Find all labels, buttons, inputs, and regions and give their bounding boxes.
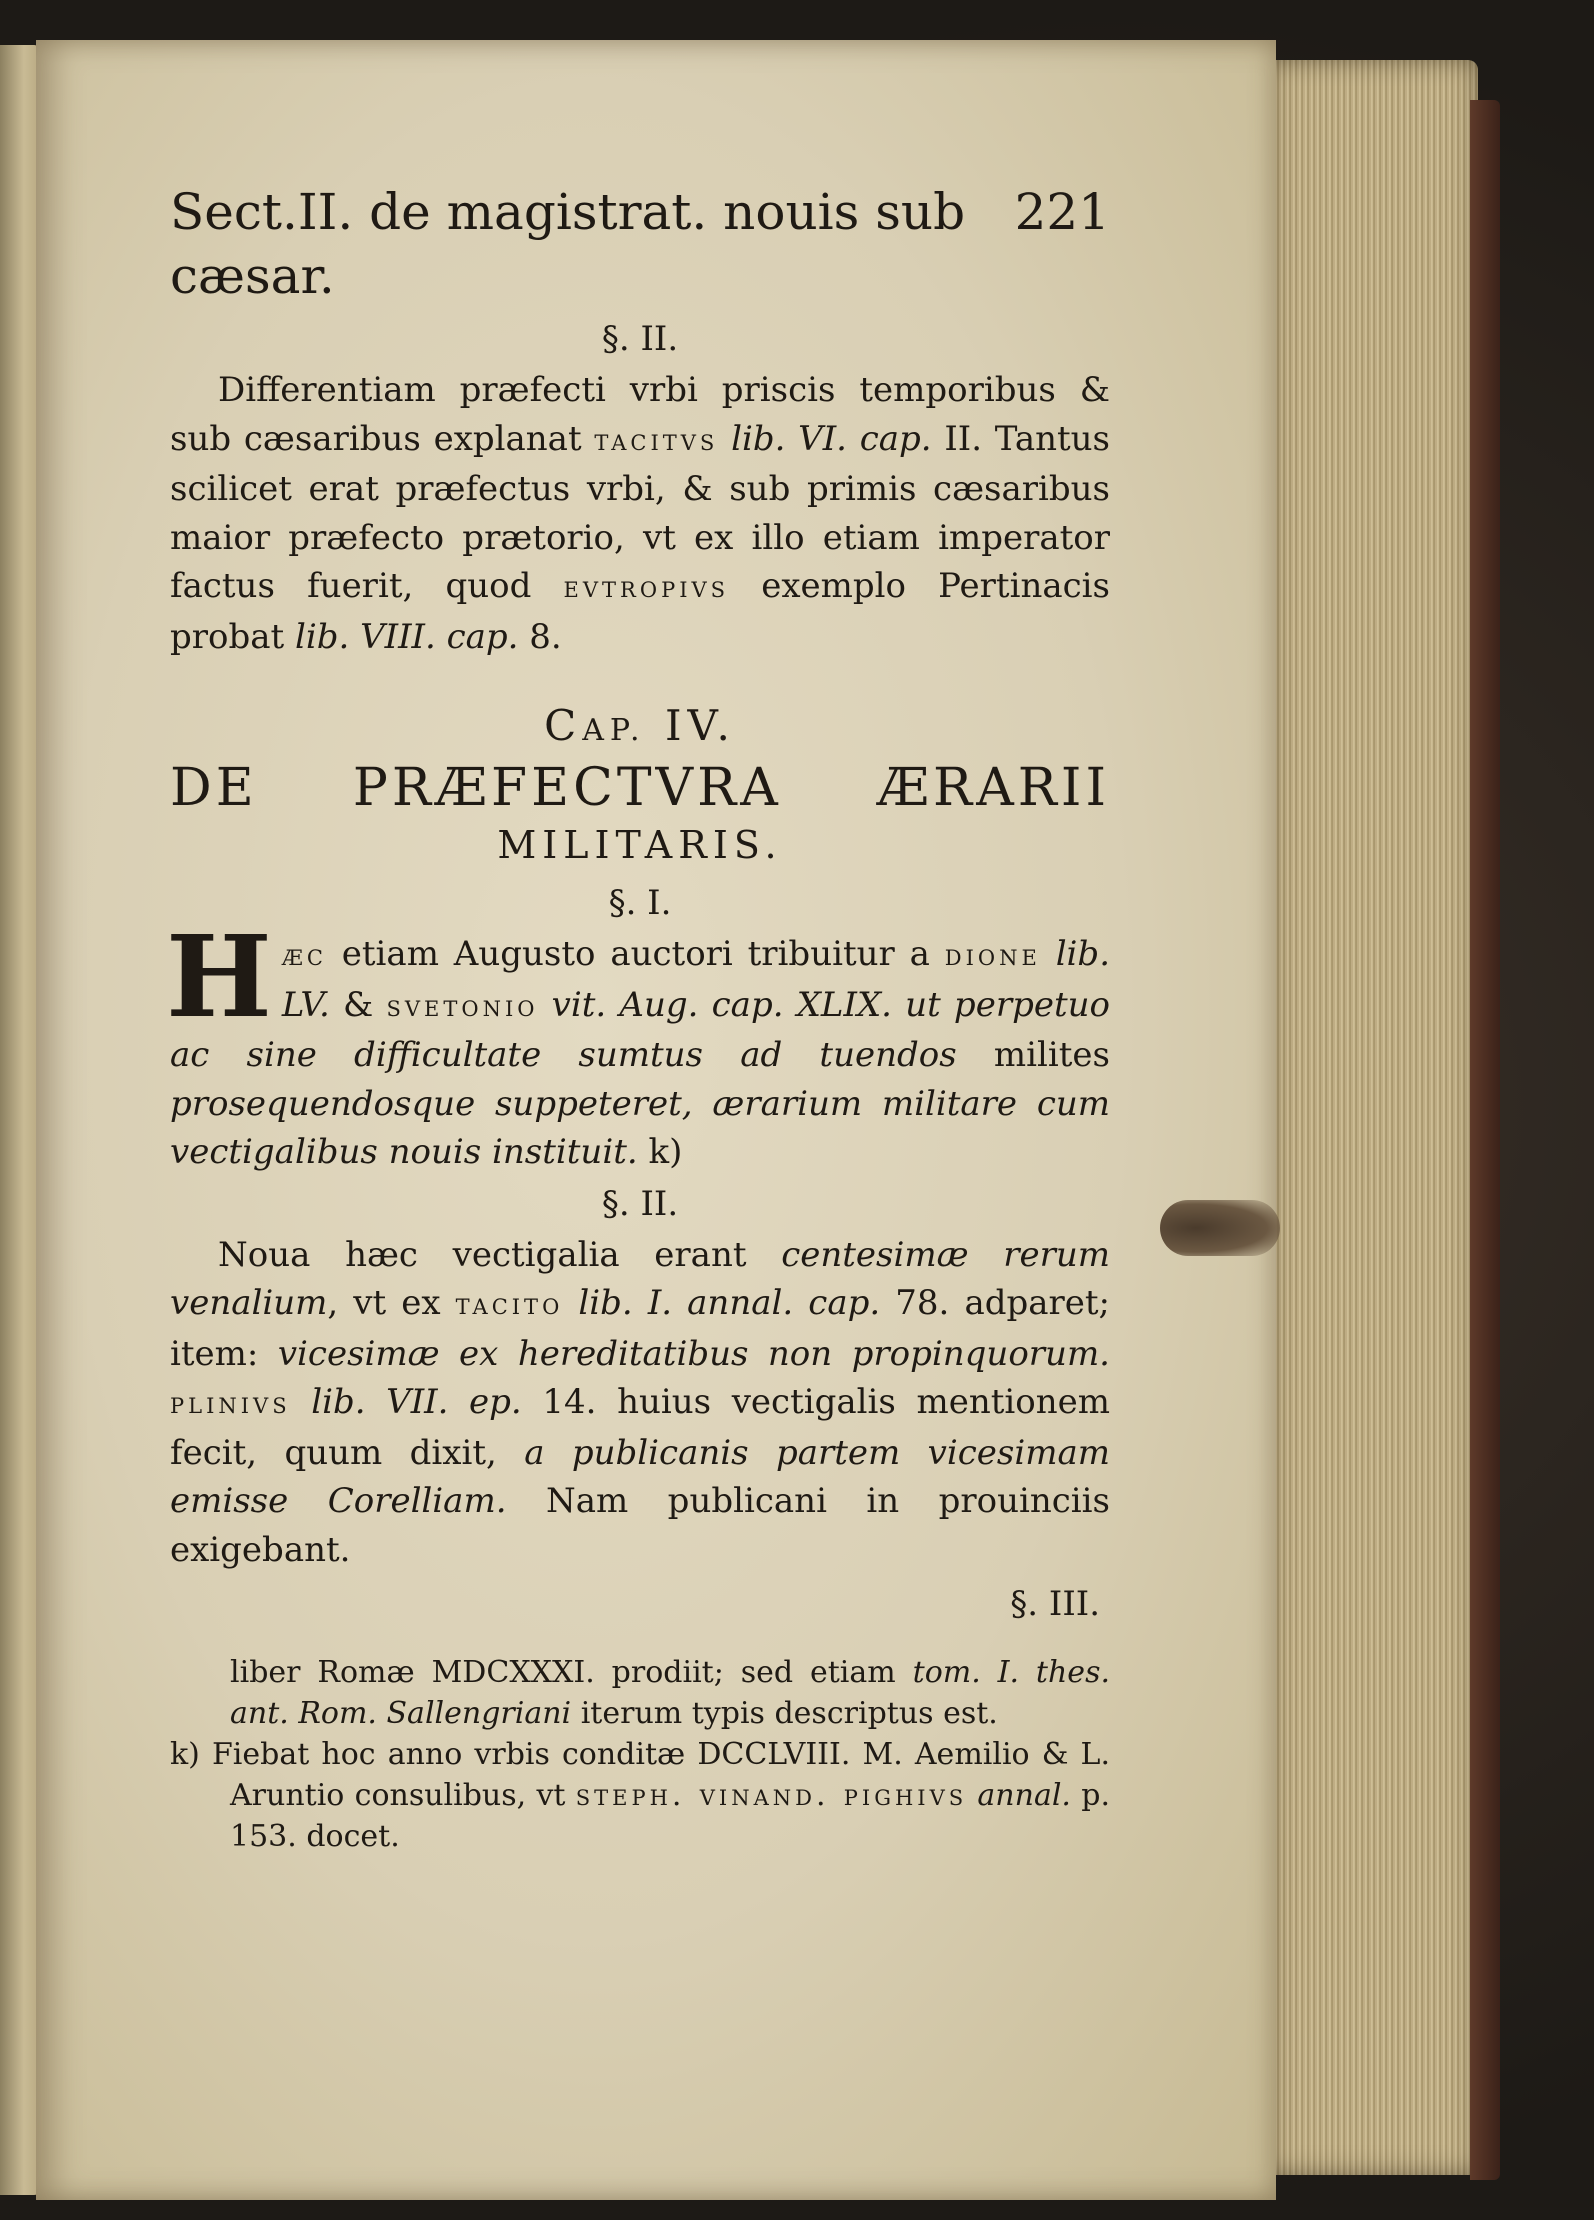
dropcap-paragraph: [166, 912, 1111, 1177]
drop-cap: H: [166, 912, 272, 1043]
chapter-label: CAP. IV.: [544, 701, 736, 750]
running-title: Sect.II. de magistrat. nouis sub cæsar.: [170, 183, 966, 305]
section-mark: §. II.: [601, 1183, 679, 1224]
footnote-k: k) Fiebat hoc anno vrbis conditæ DCCLVIII. M. Aemilio & L. Aruntio consulibus, vt steph. vinand. pighivs annal. p. 153. docet.: [170, 1737, 1110, 1854]
footnotes: [170, 1652, 1110, 1857]
next-section-mark: §. III.: [1010, 1584, 1100, 1624]
section-paragraph: æc etiam Augusto auctori tribuitur a dione lib. LV. & svetonio vit. Aug. cap. XLIX. ut perpetuo ac sine difficultate sumtus ad tuendos milites prosequendosque suppeteret, ærarium militare cum vectigalibus nouis instituit. k): [170, 934, 1111, 1172]
footnote-continued: liber Romæ MDCXXXI. prodiit; sed etiam tom. I. thes. ant. Rom. Sallengriani iterum typis descriptus est.: [230, 1655, 1110, 1731]
book-page-edges: [1268, 60, 1478, 2175]
chapter-subtitle: MILITARIS.: [497, 823, 783, 867]
chapter-title: DE PRÆFECTVRA ÆRARII: [170, 758, 1110, 818]
page-number: 221: [1014, 183, 1110, 241]
section-mark: §. I.: [608, 883, 672, 923]
section-mark: §. II.: [601, 319, 679, 359]
previous-page-edge: [0, 45, 40, 2195]
book-cover-edge: [1470, 100, 1500, 2180]
section-paragraph: Noua hæc vectigalia erant centesimæ rerum venalium, vt ex tacito lib. I. annal. cap. 78. adparet; item: vicesimæ ex hereditatibus non propinquorum. plinivs lib. VII. ep. 14. huius vectigalis mentionem fecit, quum dixit, a publicanis partem vicesimam emisse Corelliam. Nam publicani in prouinciis exigebant.: [170, 1234, 1111, 1570]
page-tab-marker: [1160, 1200, 1280, 1256]
section-paragraph: Differentiam præfecti vrbi priscis temporibus & sub cæsaribus explanat tacitvs lib. VI. cap. II. Tantus scilicet erat præfectus vrbi, & sub primis cæsaribus maior præfecto prætorio, vt ex illo etiam imperator factus fuerit, quod evtropivs exemplo Pertinacis probat lib. VIII. cap. 8.: [170, 370, 1111, 657]
running-header: [170, 180, 1110, 308]
page-content: [166, 180, 1111, 1857]
